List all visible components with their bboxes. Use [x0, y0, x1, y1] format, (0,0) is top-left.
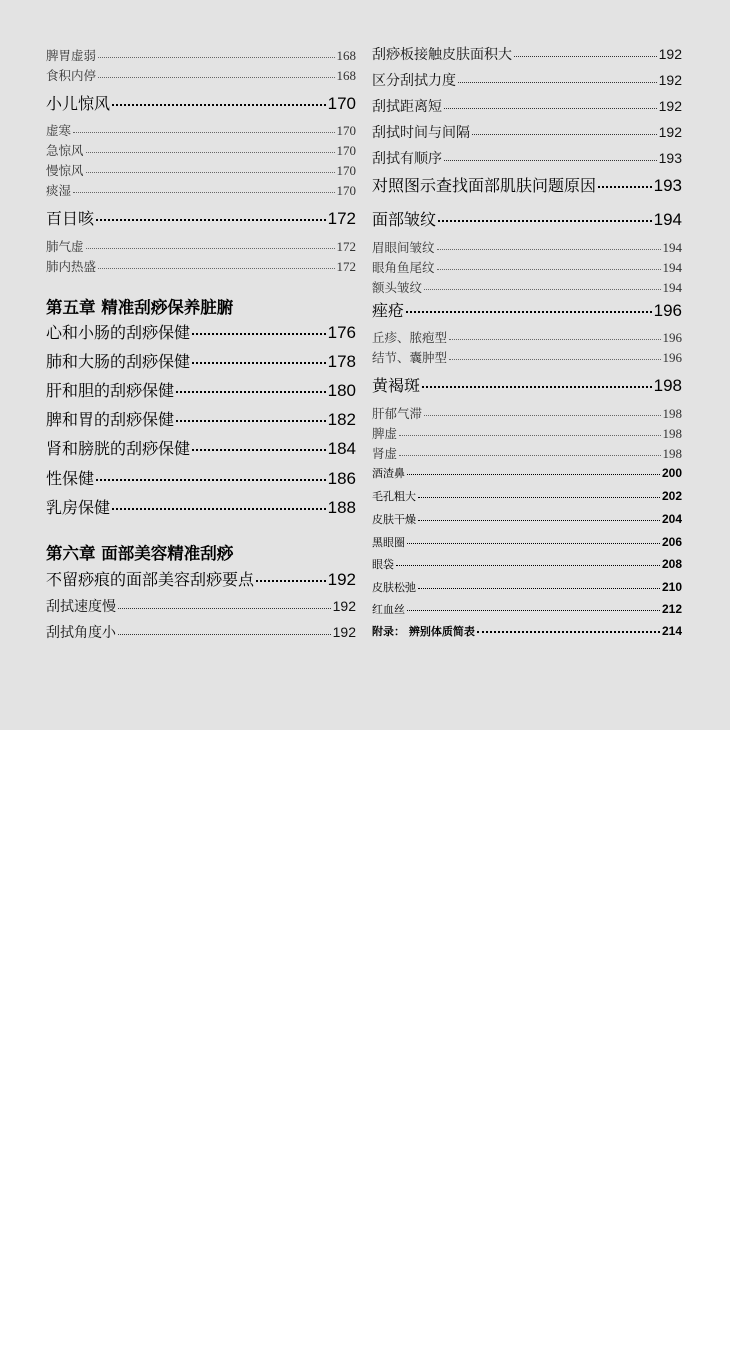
dot-leader [396, 565, 660, 566]
dot-leader [86, 172, 335, 173]
toc-entry-page-number: 210 [661, 580, 682, 594]
toc-entry[interactable] [372, 404, 682, 422]
toc-entry[interactable] [46, 141, 356, 159]
toc-entry-title: 不留痧痕的面部美容刮痧要点 [46, 570, 255, 589]
toc-entry-title: 结节、囊肿型 [372, 350, 448, 365]
toc-entry-title: 刮拭速度慢 [46, 599, 116, 615]
dot-leader [598, 186, 652, 188]
toc-entry-page-number: 170 [336, 183, 356, 198]
toc-entry[interactable] [372, 278, 682, 296]
toc-entry[interactable] [46, 596, 356, 616]
toc-entry-title: 痰湿 [46, 183, 72, 198]
dot-leader [399, 455, 660, 456]
toc-entry-title: 慢惊风 [46, 163, 84, 178]
toc-entry-title: 心和小肠的刮痧保健 [46, 323, 191, 342]
dot-leader [96, 479, 326, 481]
toc-entry-page-number: 206 [661, 535, 682, 549]
toc-entry-title: 红血丝 [372, 603, 405, 616]
toc-entry[interactable] [372, 148, 682, 168]
toc-entry-title: 对照图示查找面部肌肤问题原因 [372, 176, 597, 195]
toc-entry-title: 肝和胆的刮痧保健 [46, 381, 175, 400]
toc-entry-page-number: 198 [653, 376, 682, 395]
toc-entry-page-number: 192 [332, 598, 356, 614]
toc-entry[interactable] [46, 237, 356, 255]
toc-entry-title: 刮拭距离短 [372, 99, 442, 115]
toc-entry[interactable] [46, 495, 356, 518]
toc-entry-page-number: 188 [327, 498, 356, 517]
toc-entry[interactable] [372, 601, 682, 617]
dot-leader [437, 249, 661, 250]
chapter-heading: 第五章 精准刮痧保养脏腑 [46, 298, 234, 317]
toc-entry[interactable] [46, 206, 356, 229]
toc-entry-title: 面部皱纹 [372, 210, 437, 229]
dot-leader [477, 631, 660, 633]
toc-entry-title: 刮痧板接触皮肤面积大 [372, 47, 512, 63]
dot-leader [112, 104, 326, 106]
toc-entry-title: 刮拭角度小 [46, 625, 116, 641]
dot-leader [98, 57, 334, 58]
dot-leader [437, 269, 661, 270]
dot-leader [444, 108, 657, 109]
toc-entry[interactable] [46, 567, 356, 590]
toc-entry-page-number: 192 [658, 72, 682, 88]
toc-entry-title: 眼袋 [372, 558, 394, 571]
toc-entry-title: 脾胃虚弱 [46, 48, 97, 63]
toc-entry-title: 百日咳 [46, 209, 95, 228]
dot-leader [86, 152, 335, 153]
toc-entry-title: 酒渣鼻 [372, 467, 405, 480]
toc-entry-page-number: 192 [658, 46, 682, 62]
dot-leader [418, 588, 660, 589]
dot-leader [514, 56, 657, 57]
toc-entry[interactable] [372, 444, 682, 462]
toc-entry-page-number: 208 [661, 557, 682, 571]
toc-entry[interactable] [46, 320, 356, 343]
toc-entry-page-number: 204 [661, 512, 682, 526]
toc-entry[interactable] [46, 46, 356, 64]
toc-entry-title: 脾和胃的刮痧保健 [46, 410, 175, 429]
toc-entry-page-number: 198 [662, 406, 682, 421]
toc-entry-page-number: 196 [653, 301, 682, 320]
toc-entry-page-number: 196 [662, 330, 682, 345]
dot-leader [176, 420, 326, 422]
dot-leader [192, 449, 326, 451]
toc-entry[interactable] [46, 436, 356, 459]
dot-leader [407, 610, 660, 611]
toc-entry-page-number: 172 [327, 209, 356, 228]
toc-entry-page-number: 184 [327, 439, 356, 458]
toc-entry[interactable] [46, 622, 356, 642]
toc-entry-title: 肾和膀胱的刮痧保健 [46, 439, 191, 458]
toc-entry-title: 眼角鱼尾纹 [372, 260, 435, 275]
toc-entry[interactable] [372, 96, 682, 116]
toc-entry[interactable] [372, 488, 682, 504]
toc-entry-title: 皮肤松弛 [372, 581, 416, 594]
toc-entry-page-number: 170 [336, 163, 356, 178]
dot-leader [458, 82, 657, 83]
toc-entry-title: 性保健 [46, 469, 95, 488]
toc-entry[interactable] [372, 207, 682, 230]
toc-entry-page-number: 193 [653, 176, 682, 195]
toc-entry-page-number: 193 [658, 150, 682, 166]
toc-entry-page-number: 194 [662, 260, 682, 275]
dot-leader [472, 134, 657, 135]
toc-entry-page-number: 182 [327, 410, 356, 429]
toc-entry-page-number: 180 [327, 381, 356, 400]
toc-entry-title: 区分刮拭力度 [372, 73, 456, 89]
toc-entry-title: 虚寒 [46, 123, 72, 138]
toc-entry[interactable] [46, 466, 356, 489]
toc-entry[interactable] [46, 121, 356, 139]
dot-leader [256, 580, 326, 582]
toc-entry[interactable] [372, 623, 682, 639]
toc-entry-page-number: 170 [336, 143, 356, 158]
toc-entry-page-number: 170 [336, 123, 356, 138]
toc-entry[interactable] [372, 44, 682, 64]
toc-entry-page-number: 198 [662, 426, 682, 441]
dot-leader [424, 415, 660, 416]
toc-entry-title: 黑眼圈 [372, 536, 405, 549]
toc-entry-page-number: 170 [327, 94, 356, 113]
toc-entry-title: 眉眼间皱纹 [372, 240, 435, 255]
toc-entry-page-number: 192 [658, 124, 682, 140]
toc-entry-title: 附录： 辨别体质简表 [372, 625, 475, 638]
dot-leader [438, 220, 652, 222]
toc-entry[interactable] [46, 66, 356, 84]
toc-entry-page-number: 192 [658, 98, 682, 114]
toc-entry[interactable] [46, 91, 356, 114]
dot-leader [96, 219, 326, 221]
dot-leader [176, 391, 326, 393]
toc-entry-page-number: 178 [327, 352, 356, 371]
dot-leader [424, 289, 660, 290]
toc-entry[interactable] [372, 373, 682, 396]
dot-leader [418, 520, 660, 521]
toc-entry[interactable] [372, 579, 682, 595]
toc-entry-title: 急惊风 [46, 143, 84, 158]
dot-leader [192, 333, 326, 335]
toc-entry-page-number: 212 [661, 602, 682, 616]
dot-leader [406, 311, 652, 313]
toc-entry-title: 痤疮 [372, 301, 405, 320]
toc-entry[interactable] [372, 238, 682, 256]
dot-leader [422, 386, 652, 388]
toc-entry-page-number: 194 [653, 210, 682, 229]
toc-entry[interactable] [372, 70, 682, 90]
toc-entry-page-number: 172 [336, 259, 356, 274]
toc-entry-page-number: 172 [336, 239, 356, 254]
toc-entry-page-number: 194 [662, 280, 682, 295]
toc-entry-title: 肺内热盛 [46, 259, 97, 274]
toc-entry-title: 刮拭有顺序 [372, 151, 442, 167]
dot-leader [407, 543, 660, 544]
toc-entry-title: 肺和大肠的刮痧保健 [46, 352, 191, 371]
dot-leader [407, 474, 660, 475]
toc-entry-page-number: 198 [662, 446, 682, 461]
dot-leader [118, 608, 331, 609]
dot-leader [73, 132, 334, 133]
dot-leader [444, 160, 657, 161]
toc-entry-title: 肝郁气滞 [372, 406, 423, 421]
toc-entry[interactable] [372, 511, 682, 527]
toc-entry[interactable] [372, 465, 682, 481]
toc-entry-page-number: 192 [332, 624, 356, 640]
toc-entry-title: 毛孔粗大 [372, 490, 416, 503]
dot-leader [98, 77, 334, 78]
dot-leader [112, 508, 326, 510]
toc-entry-page-number: 192 [327, 570, 356, 589]
toc-entry-page-number: 194 [662, 240, 682, 255]
toc-entry-page-number: 168 [336, 68, 356, 83]
toc-entry[interactable] [46, 257, 356, 275]
toc-entry-title: 刮拭时间与间隔 [372, 125, 470, 141]
toc-entry[interactable] [372, 122, 682, 142]
toc-entry-title: 额头皱纹 [372, 280, 423, 295]
toc-entry[interactable] [46, 407, 356, 430]
dot-leader [449, 359, 660, 360]
dot-leader [118, 634, 331, 635]
dot-leader [449, 339, 660, 340]
toc-entry-title: 乳房保健 [46, 498, 111, 517]
toc-entry-page-number: 200 [661, 466, 682, 480]
toc-entry[interactable] [372, 328, 682, 346]
toc-entry-title: 脾虚 [372, 426, 398, 441]
toc-entry-title: 丘疹、脓疱型 [372, 330, 448, 345]
toc-entry[interactable] [372, 298, 682, 321]
toc-entry[interactable] [372, 424, 682, 442]
dot-leader [399, 435, 660, 436]
toc-entry-title: 小儿惊风 [46, 94, 111, 113]
dot-leader [86, 248, 335, 249]
dot-leader [418, 497, 660, 498]
toc-entry-page-number: 214 [661, 624, 682, 638]
toc-entry[interactable] [46, 349, 356, 372]
toc-entry-page-number: 186 [327, 469, 356, 488]
toc-entry[interactable] [372, 348, 682, 366]
toc-entry-page-number: 202 [661, 489, 682, 503]
dot-leader [192, 362, 326, 364]
toc-entry-page-number: 176 [327, 323, 356, 342]
dot-leader [98, 268, 334, 269]
toc-entry-title: 肺气虚 [46, 239, 84, 254]
toc-entry[interactable] [46, 378, 356, 401]
toc-entry-title: 黄褐斑 [372, 376, 421, 395]
toc-entry[interactable] [46, 181, 356, 199]
toc-entry-title: 肾虚 [372, 446, 398, 461]
toc-entry-page-number: 168 [336, 48, 356, 63]
dot-leader [73, 192, 334, 193]
toc-entry[interactable] [372, 534, 682, 550]
toc-entry-title: 皮肤干燥 [372, 513, 416, 526]
toc-entry[interactable] [372, 173, 682, 196]
toc-entry[interactable] [372, 258, 682, 276]
toc-entry-page-number: 196 [662, 350, 682, 365]
chapter-heading: 第六章 面部美容精准刮痧 [46, 544, 234, 563]
toc-entry[interactable] [372, 556, 682, 572]
toc-entry[interactable] [46, 161, 356, 179]
toc-entry-title: 食积内停 [46, 68, 97, 83]
